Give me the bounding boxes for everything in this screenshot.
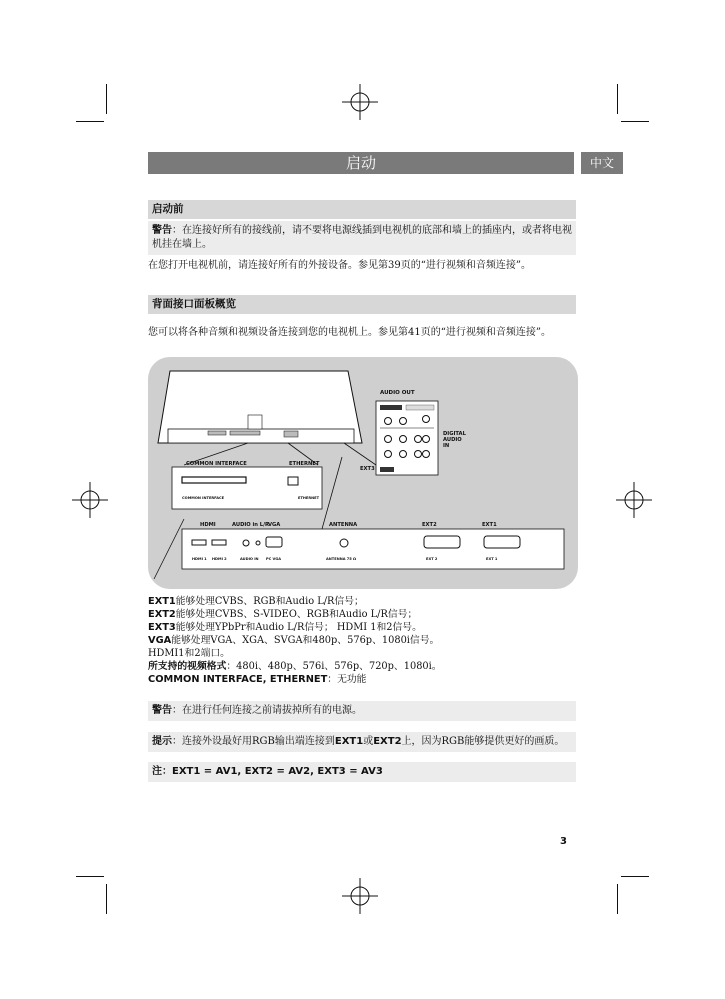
paragraph: 您可以将各种音频和视频设备连接到您的电视机上。参见第41页的“进行视频和音频连接”。 <box>148 327 551 338</box>
ethernet-label: ETHERNET <box>289 461 320 467</box>
crop-mark <box>621 876 649 877</box>
tip-box: 提示：连接外设最好用RGB输出端连接到EXT1或EXT2上，因为RGB能够提供更好的画质。 <box>148 732 576 752</box>
hdmi1-small-label: HDMI 1 <box>192 557 207 561</box>
ext2-label: EXT2 <box>422 522 437 528</box>
page-title: 启动 <box>148 152 574 174</box>
spec-line: VGA能够处理VGA、XGA、SVGA和480p、576p、1080i信号。 <box>148 635 440 646</box>
warning-box: 警告：在进行任何连接之前请拔掉所有的电源。 <box>148 701 576 721</box>
antenna-label: ANTENNA <box>329 522 358 528</box>
pc-vga-small-label: PC VGA <box>266 557 282 561</box>
antenna-small-label: ANTENNA 75 Ω <box>326 557 357 561</box>
hdmi2-small-label: HDMI 2 <box>212 557 227 561</box>
ext2-small-label: EXT 2 <box>426 557 438 561</box>
page-number: 3 <box>560 836 567 847</box>
ext3-label: EXT3 <box>360 466 375 472</box>
crop-mark <box>76 121 104 122</box>
spec-line: EXT3能够处理YPbPr和Audio L/R信号； HDMI 1和2信号。 <box>148 622 422 633</box>
crop-mark <box>617 884 618 914</box>
hdmi-label: HDMI <box>200 522 216 528</box>
registration-mark-icon <box>340 82 380 122</box>
registration-mark-icon <box>614 480 654 520</box>
ext1-label: EXT1 <box>482 522 497 528</box>
crop-mark <box>617 84 618 114</box>
registration-mark-icon <box>70 480 110 520</box>
spec-line: COMMON INTERFACE, ETHERNET：无功能 <box>148 674 367 685</box>
warning-box <box>148 221 576 255</box>
audio-out-label: AUDIO OUT <box>380 390 415 396</box>
registration-mark-icon <box>340 876 380 916</box>
note-box: 注：EXT1 = AV1, EXT2 = AV2, EXT3 = AV3 <box>148 762 576 782</box>
crop-mark <box>106 84 107 114</box>
section-heading-rear-panel: 背面接口面板概览 <box>148 295 576 314</box>
spec-line: 所支持的视频格式：480i、480p、576i、576p、720p、1080i。 <box>148 661 442 672</box>
spec-line: EXT2能够处理CVBS、S-VIDEO、RGB和Audio L/R信号； <box>148 609 418 620</box>
ethernet-small-label: ETHERNET <box>298 496 320 500</box>
crop-mark <box>76 876 104 877</box>
warning-label: 警告 <box>152 225 172 236</box>
spec-line: EXT1能够处理CVBS、RGB和Audio L/R信号； <box>148 596 364 607</box>
ext1-small-label: EXT 1 <box>486 557 498 561</box>
rear-panel-diagram <box>148 357 578 589</box>
vga-label: VGA <box>268 522 281 528</box>
crop-mark <box>106 884 107 914</box>
paragraph: 在您打开电视机前，请连接好所有的外接设备。参见第39页的“进行视频和音频连接”。 <box>148 260 531 271</box>
audio-in-lr-label: AUDIO in L/R <box>232 522 269 528</box>
tv-back-illustration <box>148 357 578 589</box>
common-interface-label: COMMON INTERFACE <box>186 461 247 467</box>
digital-audio-in-label: DIGITAL AUDIO IN <box>443 431 466 449</box>
section-heading-before-start: 启动前 <box>148 200 576 219</box>
language-tab: 中文 <box>581 152 623 174</box>
common-interface-small-label: COMMON INTERFACE <box>182 496 225 500</box>
spec-line: HDMI1和2端口。 <box>148 648 230 659</box>
warning-text: ：在连接好所有的接线前，请不要将电源线插到电视机的底部和墙上的插座内，或者将电视机挂在墙上。 <box>152 225 572 250</box>
audio-in-small-label: AUDIO IN <box>240 557 259 561</box>
crop-mark <box>621 121 649 122</box>
